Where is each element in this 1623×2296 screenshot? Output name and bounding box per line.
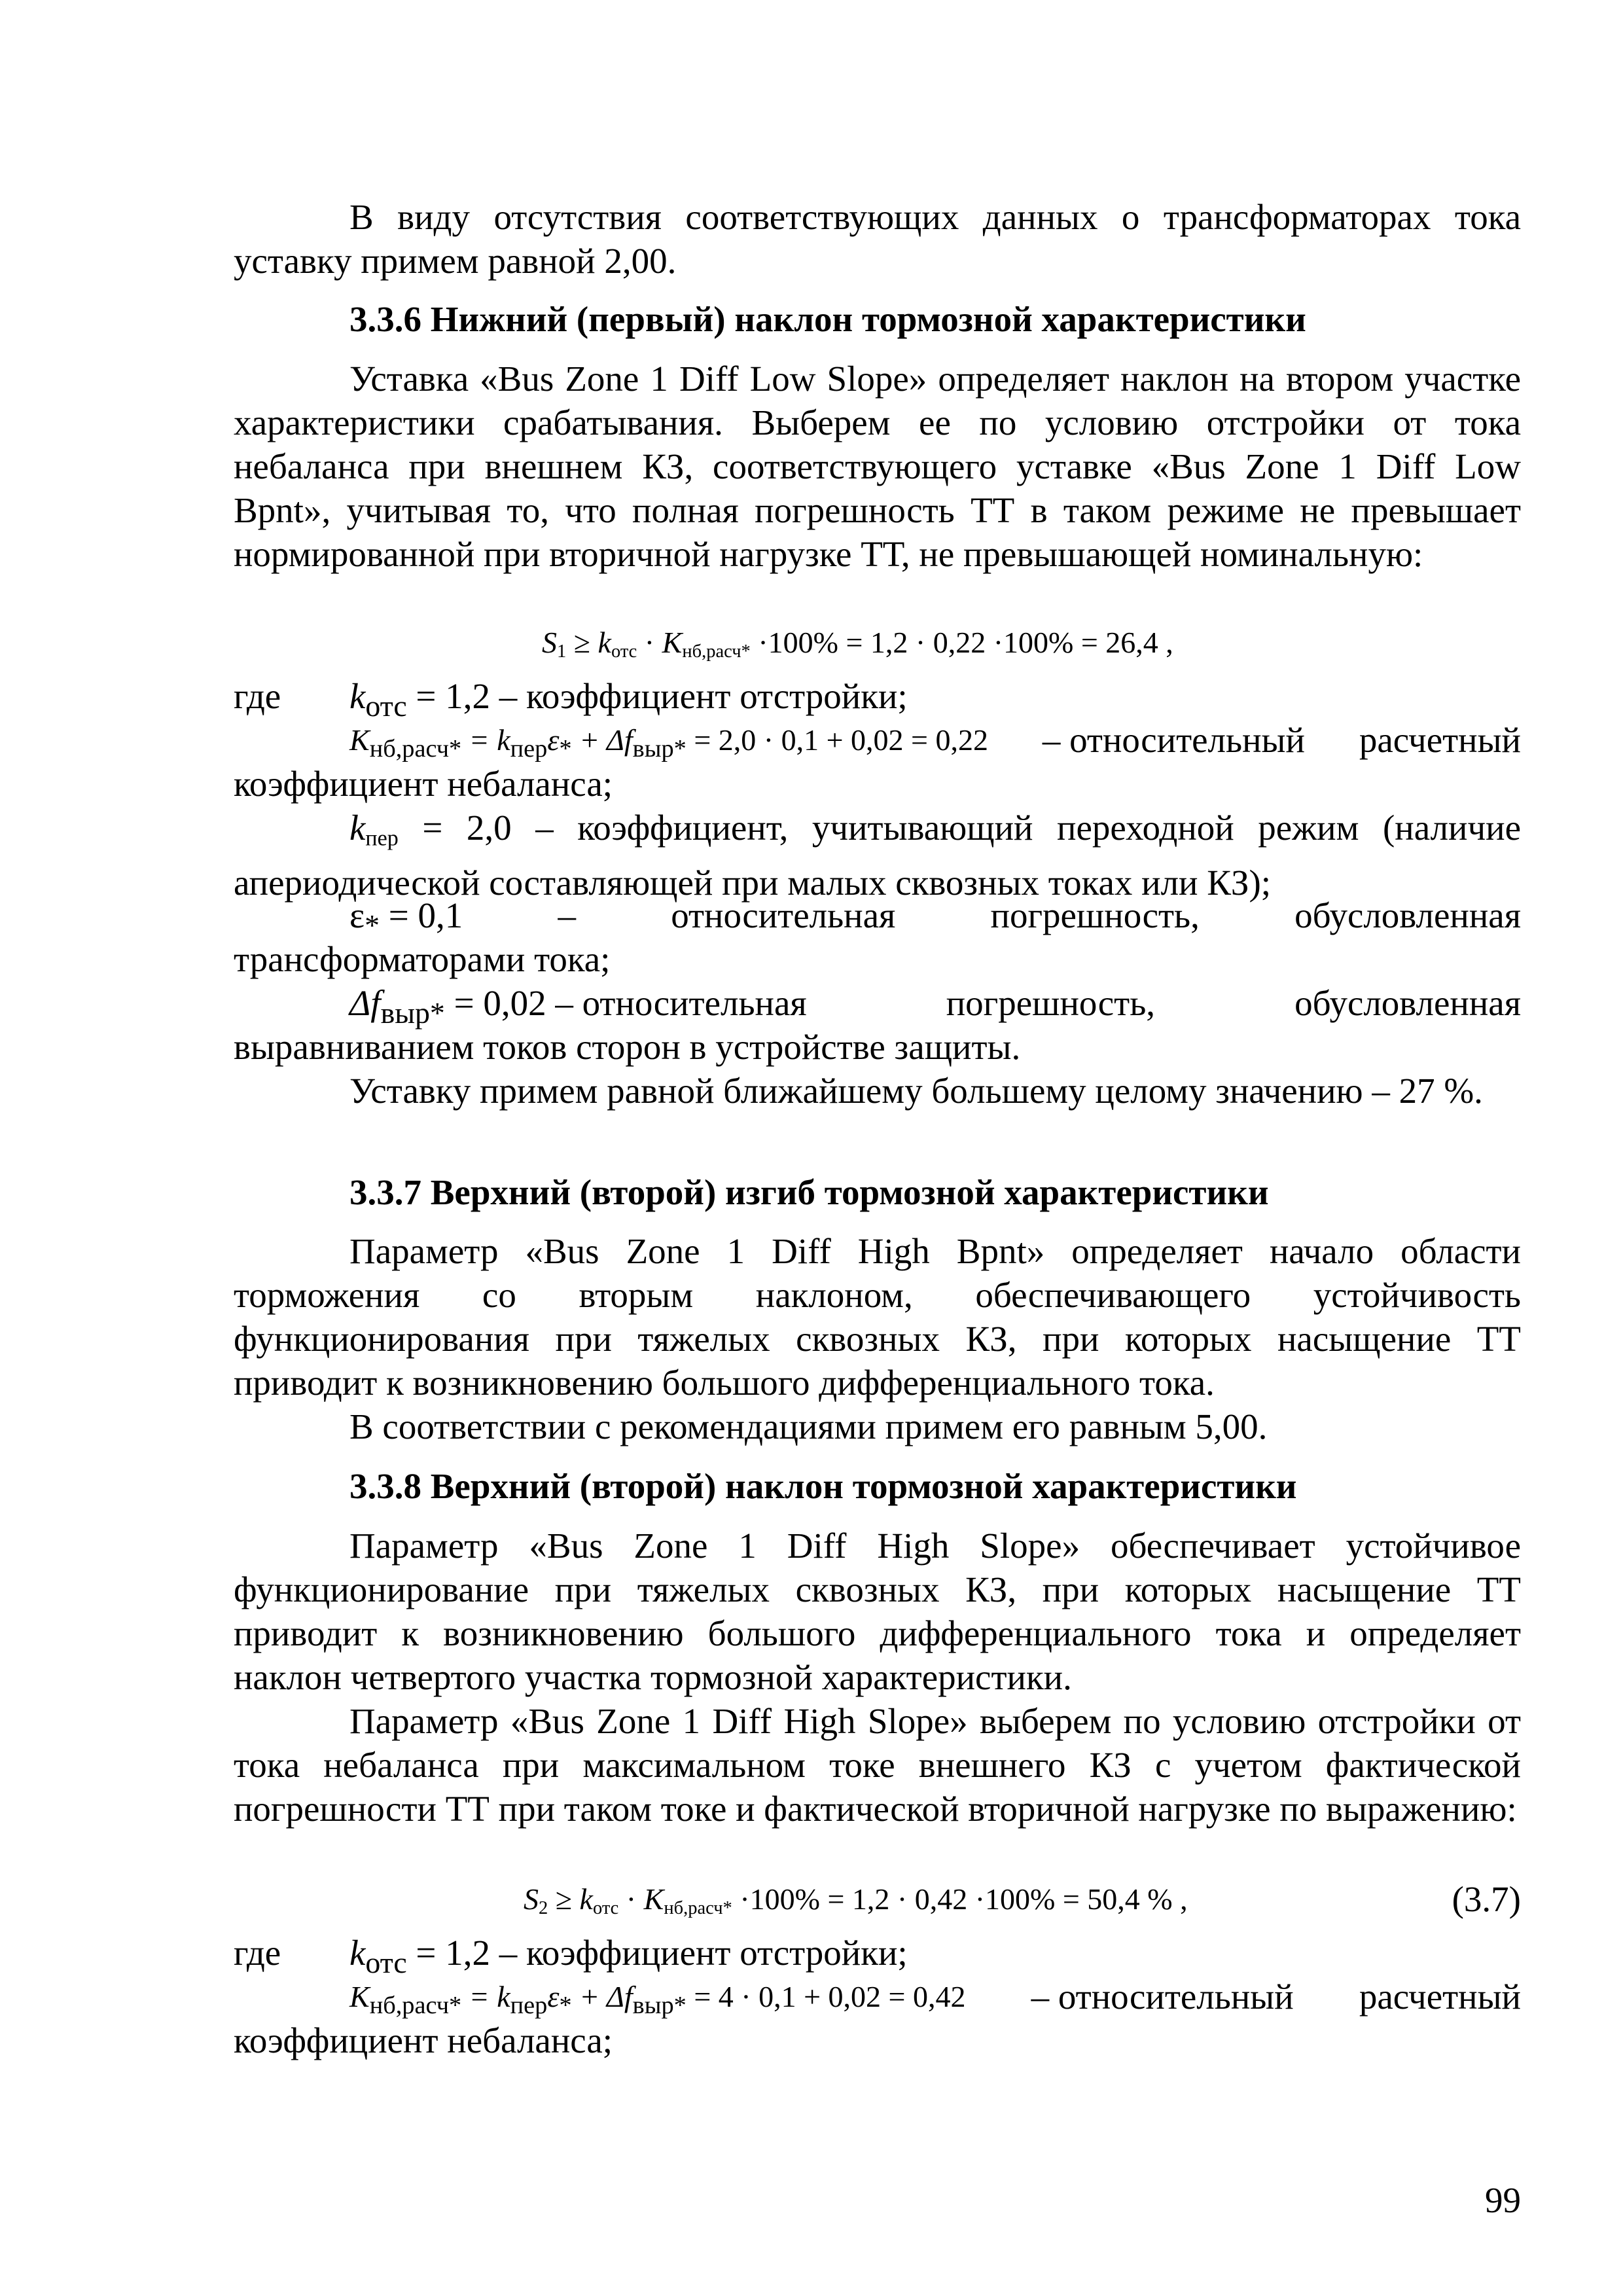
equation-s2: $S_2 \ge k_{отс} \cdot K_{нб,расч*} \cdot 100\% = 1,2 \cdot 0,42 \cdot 100\% = 50,4$ % ,: [524, 1882, 1188, 1919]
paragraph-intro: В виду отсутствия соответствующих данных о трансформаторах тока уставку примем равной 2,00.: [234, 197, 1521, 281]
paragraph-low-slope: Уставка «Bus Zone 1 Diff Low Slope» определяет наклон на втором участке характеристики срабатывания. Выберем ее по условию отстройки от тока небаланса при внешнем КЗ, соответствующего уставке «Bus Zone 1 Diff Low Bpnt», учитывая то, что полная погрешность ТТ в таком режиме не превышает нормированной при вторичной нагрузке ТТ, не превышающей номинальную:: [234, 359, 1521, 574]
where-label: где: [234, 676, 281, 716]
heading-3-3-7: 3.3.7 Верхний (второй) изгиб тормозной характеристики: [349, 1172, 1269, 1212]
def-eps: $\varepsilon_* = 0,1$ – относительная погрешность, обусловленная: [349, 895, 1521, 942]
def-k-nb-cont: коэффициент небаланса;: [234, 764, 613, 804]
paragraph-high-slope: Параметр «Bus Zone 1 Diff High Slope» обеспечивает устойчивое функционирование при тяжелых сквозных КЗ, при которых насыщение ТТ приводит к возникновению большого дифференциального тока и определяет наклон четвертого участка тормозной характеристики.: [234, 1526, 1521, 1697]
equation-number: (3.7): [1452, 1879, 1521, 1919]
def-k-nb-2: $K_{нб,расч*} = k_{пер}\varepsilon_* + \Delta f_{выр*} = 4 \cdot 0,1 + 0,02 = 0,42$ – относительный расчетный: [349, 1975, 1521, 2028]
equation-s1: $S_1 \ge k_{отс} \cdot K_{нб,расч*} \cdot 100\% = 1,2 \cdot 0,22 \cdot 100\% = 26,4$ ,: [542, 626, 1173, 662]
def-k-nb: $K_{нб,расч*} = k_{пер}\varepsilon_* + \Delta f_{выр*} = 2,0 \cdot 0,1 + 0,02 = 0,22$ – относительный расчетный: [349, 718, 1521, 771]
def-k-nb-cont-2: коэффициент небаланса;: [234, 2020, 613, 2060]
heading-3-3-8: 3.3.8 Верхний (второй) наклон тормозной характеристики: [349, 1466, 1297, 1506]
formula-k-nb: $K_{нб,расч*} = k_{пер}\varepsilon_* + \Delta f_{выр*} = 2,0 \cdot 0,1 + 0,02 = 0,22$: [349, 723, 988, 763]
formula-k-nb-2: $K_{нб,расч*} = k_{пер}\varepsilon_* + \Delta f_{выр*} = 4 \cdot 0,1 + 0,02 = 0,42$: [349, 1980, 966, 2020]
where-label-2: где: [234, 1933, 281, 1973]
paragraph-high-bpnt: Параметр «Bus Zone 1 Diff High Bpnt» определяет начало области торможения со вторым наклоном, обеспечивающего устойчивость функционирования при тяжелых сквозных КЗ, при которых насыщение ТТ приводит к возникновению большого дифференциального тока.: [234, 1231, 1521, 1403]
def-k-otc-2: $k_{отс} = 1,2$ – коэффициент отстройки;: [349, 1933, 908, 1979]
paragraph-value-5: В соответствии с рекомендациями примем его равным 5,00.: [349, 1407, 1268, 1446]
paragraph-setting-27: Уставку примем равной ближайшему большему целому значению – 27 %.: [349, 1071, 1483, 1111]
def-k-otc: $k_{отс} = 1,2$ – коэффициент отстройки;: [349, 676, 908, 723]
def-eps-cont: трансформаторами тока;: [234, 939, 611, 979]
def-delta-f: $\Delta f_{выр*} = 0,02$ – относительная погрешность, обусловленная: [349, 983, 1521, 1030]
def-k-per: $k_{пер} = 2,0$ – коэффициент, учитывающий переходной режим (наличие апериодической составляющей при малых сквозных токах или КЗ);: [234, 808, 1521, 903]
def-delta-f-cont: выравниванием токов сторон в устройстве защиты.: [234, 1027, 1021, 1067]
page-number: 99: [1485, 2180, 1521, 2220]
heading-3-3-6: 3.3.6 Нижний (первый) наклон тормозной характеристики: [349, 299, 1306, 339]
paragraph-high-slope-select: Параметр «Bus Zone 1 Diff High Slope» выберем по условию отстройки от тока небаланса при максимальном токе внешнего КЗ с учетом фактической погрешности ТТ при таком токе и фактической вторичной нагрузке по выражению:: [234, 1701, 1521, 1829]
